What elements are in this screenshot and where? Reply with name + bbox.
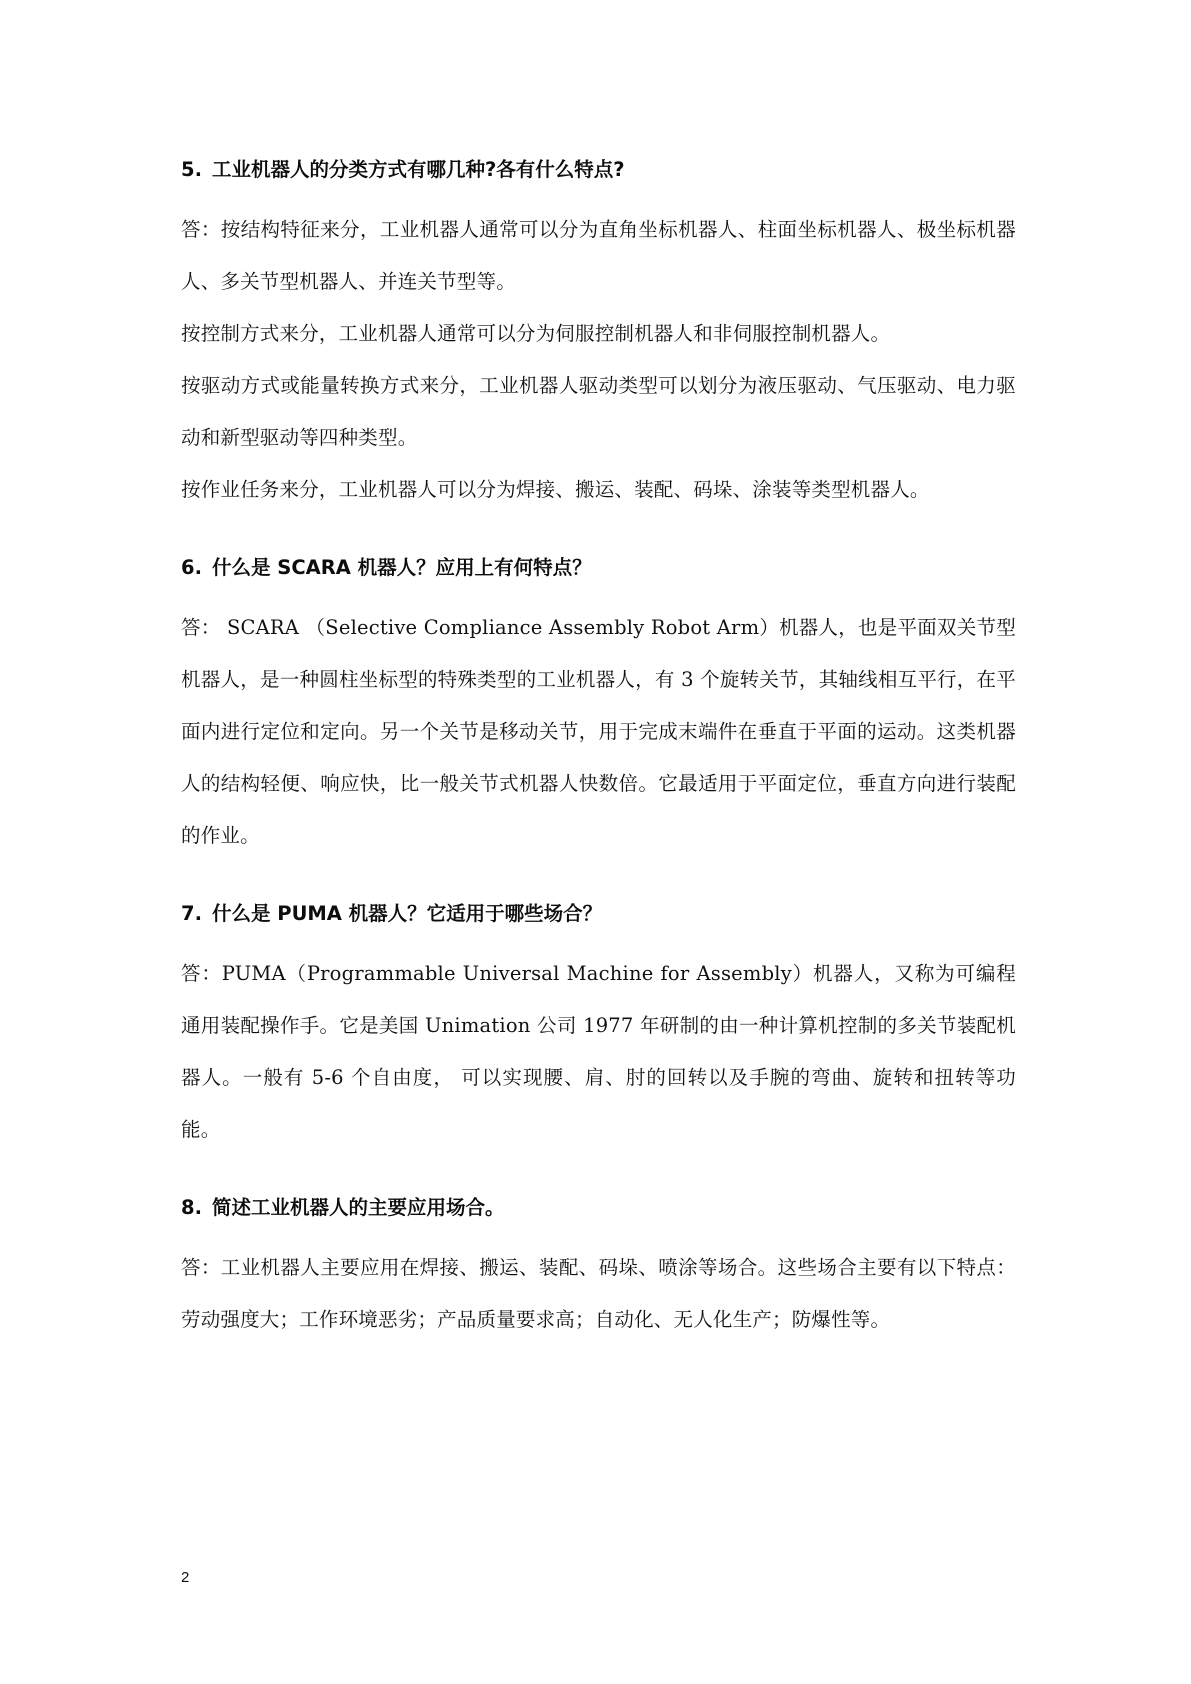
answer-paragraph: 按作业任务来分，工业机器人可以分为焊接、搬运、装配、码垛、涂装等类型机器人。 — [181, 478, 930, 501]
section-spacer — [181, 862, 1016, 898]
section-spacer — [181, 1156, 1016, 1192]
answer-paragraph: 答：PUMA（Programmable Universal Machine for Assembly）机器人，又称为可编程通用装配操作手。它是美国 Unimation 公司 1977 年研制的由一种计算机控制的多关节装配机器人。一般有 5-6 个自由度， 可以实现腰、肩、肘的回转以及手腕的弯曲、旋转和扭转等功能。 — [181, 962, 1016, 1141]
question-number: 7. — [181, 902, 202, 925]
answer-paragraph: 答：工业机器人主要应用在焊接、搬运、装配、码垛、喷涂等场合。这些场合主要有以下特点：劳动强度大；工作环境恶劣；产品质量要求高；自动化、无人化生产；防爆性等。 — [181, 1256, 1016, 1331]
question-title: 什么是 SCARA 机器人？应用上有何特点？ — [211, 556, 592, 579]
question-title: 什么是 PUMA 机器人？它适用于哪些场合？ — [211, 902, 603, 925]
answer-paragraph: 答：按结构特征来分，工业机器人通常可以分为直角坐标机器人、柱面坐标机器人、极坐标机器人、多关节型机器人、并连关节型等。 — [181, 218, 1016, 293]
answer-paragraph: 按驱动方式或能量转换方式来分，工业机器人驱动类型可以划分为液压驱动、气压驱动、电力驱动和新型驱动等四种类型。 — [181, 374, 1016, 449]
question-section-8 — [181, 1192, 1016, 1346]
question-number: 8. — [181, 1196, 202, 1219]
question-number: 6. — [181, 556, 202, 579]
question-heading — [181, 154, 1016, 186]
question-heading — [181, 898, 1016, 930]
page-content — [181, 154, 1016, 1346]
answer-paragraph: 按控制方式来分，工业机器人通常可以分为伺服控制机器人和非伺服控制机器人。 — [181, 322, 891, 345]
answer-paragraph: 答： SCARA （Selective Compliance Assembly Robot Arm）机器人，也是平面双关节型机器人，是一种圆柱坐标型的特殊类型的工业机器人，有 3 个旋转关节，其轴线相互平行，在平面内进行定位和定向。另一个关节是移动关节，用于完成末端件在垂直于平面的运动。这类机器人的结构轻便、响应快，比一般关节式机器人快数倍。它最适用于平面定位，垂直方向进行装配的作业。 — [181, 616, 1016, 847]
question-number: 5. — [181, 158, 202, 181]
question-title: 简述工业机器人的主要应用场合。 — [211, 1196, 505, 1219]
question-section-6 — [181, 552, 1016, 862]
question-title: 工业机器人的分类方式有哪几种?各有什么特点? — [211, 158, 625, 181]
question-heading — [181, 552, 1016, 584]
section-spacer — [181, 516, 1016, 552]
question-section-5 — [181, 154, 1016, 516]
question-heading — [181, 1192, 1016, 1224]
question-section-7 — [181, 898, 1016, 1156]
page-number: 2 — [181, 1569, 190, 1586]
